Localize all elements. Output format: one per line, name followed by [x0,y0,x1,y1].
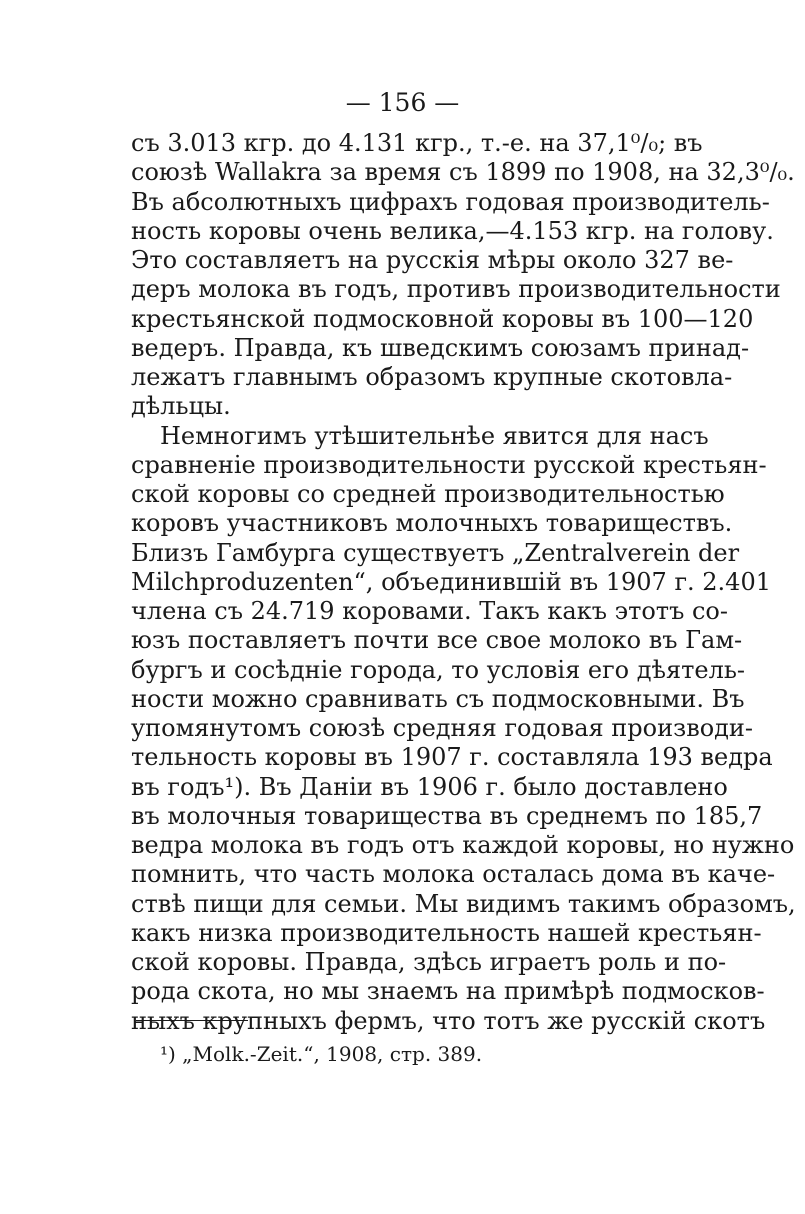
text-line: ской коровы. Правда, здѣсь играетъ роль и по- [131,948,727,976]
text-line: рода скота, но мы знаемъ на примѣрѣ подмосков- [131,977,765,1005]
text-line: деръ молока въ годъ, противъ производительности [131,275,781,303]
text-line: Близъ Гамбурга существуетъ „Zentralverein der [131,539,740,567]
text-line: Это составляетъ на русскія мѣры около 327 ве- [131,246,734,274]
text-line: помнить, что часть молока осталась дома въ каче- [131,860,776,888]
text-line: ныхъ крупныхъ фермъ, что тотъ же русскій скотъ [131,1007,766,1035]
text-line: въ годъ¹). Въ Даніи въ 1906 г. было доставлено [131,773,728,801]
text-line: лежатъ главнымъ образомъ крупные скотовла- [131,363,733,391]
text-line: какъ низка производительность нашей крестьян- [131,919,762,947]
text-line: ности можно сравнивать съ подмосковными. Въ [131,685,745,713]
text-line: въ молочныя товарищества въ среднемъ по 185,7 [131,802,763,830]
text-line: крестьянской подмосковной коровы въ 100—120 [131,305,754,333]
text-line: дѣльцы. [131,392,231,420]
text-line: коровъ участниковъ молочныхъ товариществъ. [131,509,733,537]
text-line: ской коровы со средней производительностью [131,480,725,508]
text-line: ствѣ пищи для семьи. Мы видимъ такимъ образомъ, [131,890,796,918]
text-line: ведра молока въ годъ отъ каждой коровы, но нужно [131,831,795,859]
text-line: Milchproduzenten“, объединившій въ 1907 г. 2.401 [131,568,771,596]
text-line: союзѣ Wallakra за время съ 1899 по 1908, на 32,3⁰/₀. [131,158,795,186]
text-line: съ 3.013 кгр. до 4.131 кгр., т.-е. на 37,1⁰/₀; въ [131,129,703,157]
footnote: ¹) „Molk.-Zeit.“, 1908, стр. 389. [160,1042,483,1066]
text-line: ность коровы очень велика,—4.153 кгр. на голову. [131,217,774,245]
text-line: бургъ и сосѣдніе города, то условія его дѣятель- [131,656,746,684]
text-line: ведеръ. Правда, къ шведскимъ союзамъ принад- [131,334,750,362]
page-number: — 156 — [345,88,460,117]
text-line: Немногимъ утѣшительнѣе явится для насъ [160,422,709,450]
text-line: члена съ 24.719 коровами. Такъ какъ этотъ со- [131,597,728,625]
text-line: упомянутомъ союзѣ средняя годовая производи- [131,714,754,742]
text-line: Въ абсолютныхъ цифрахъ годовая производитель- [131,188,770,216]
text-line: сравненіе производительности русской крестьян- [131,451,767,479]
footnote-divider [136,1020,248,1021]
text-line: юзъ поставляетъ почти все свое молоко въ Гам- [131,626,743,654]
text-line: тельность коровы въ 1907 г. составляла 193 ведра [131,743,773,771]
